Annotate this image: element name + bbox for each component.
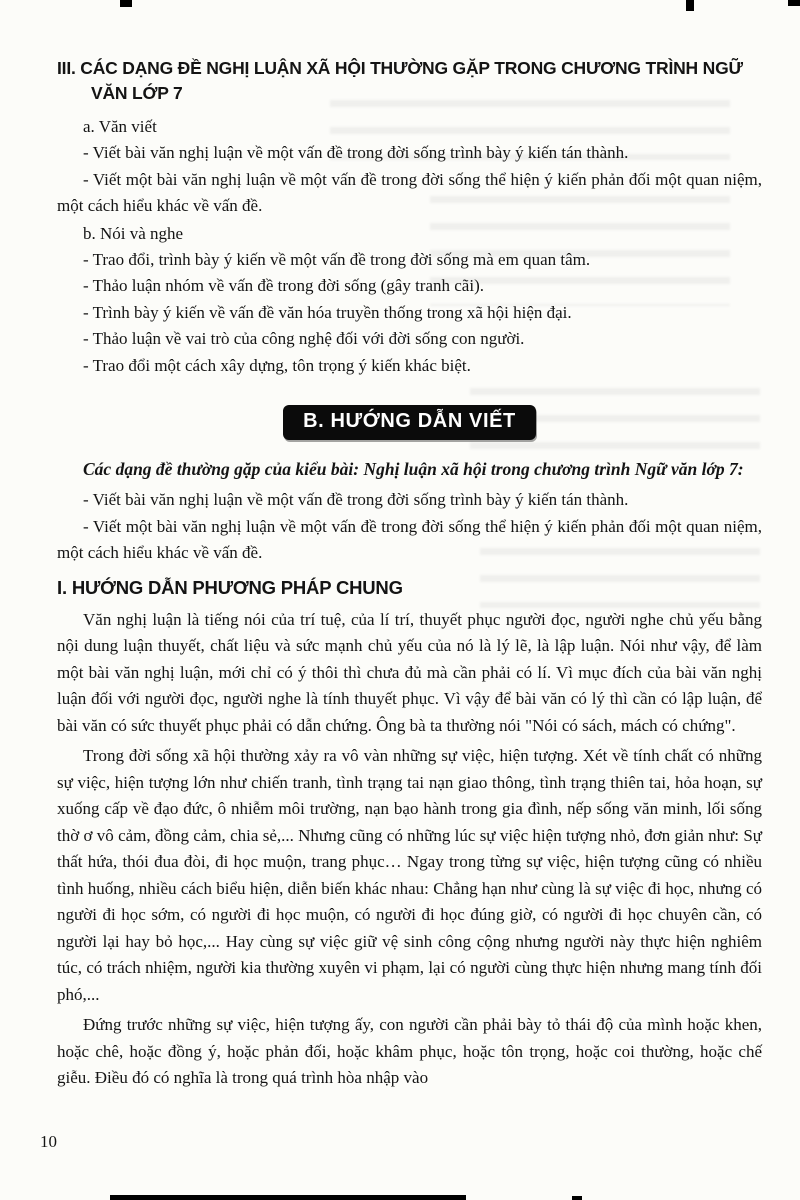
list-item: - Viết bài văn nghị luận về một vấn đề trong đời sống trình bày ý kiến tán thành. [83,490,629,509]
list-item: - Thảo luận về vai trò của công nghệ đối với đời sống con người. [83,329,525,348]
page-number: 10 [40,1132,57,1151]
section-i-heading: I. HƯỚNG DẪN PHƯƠNG PHÁP CHUNG [57,576,403,598]
list-item: - Viết một bài văn nghị luận về một vấn đề trong đời sống thể hiện ý kiến phản đối một quan niệm, một cách hiểu khác về vấn đề. [57,169,762,215]
intro-lead: Các dạng đề thường gặp của kiểu bài: Nghị luận xã hội trong chương trình Ngữ văn lớp 7: [83,459,744,479]
list-item: - Trao đổi một cách xây dựng, tôn trọng ý kiến khác biệt. [83,355,471,375]
list-item: - Viết bài văn nghị luận về một vấn đề trong đời sống trình bày ý kiến tán thành. [83,143,629,162]
body-paragraph: Văn nghị luận là tiếng nói của trí tuệ, của lí trí, thuyết phục người đọc, người nghe chủ yếu bằng nội dung luận thuyết, chất liệu và sức mạnh chủ yếu của nó là lý lẽ, là lập luận. Nói như vậy, để làm một bài văn nghị luận, mới chỉ có ý thôi thì chưa đủ mà cần phải có lí. Vì mục đích của bài văn nghị luận đối với người đọc, người nghe là tính thuyết phục. Vì vậy để bài văn có lý thì cần có lập luận, để bài văn có sức thuyết phục phải có dẫn chứng. Ông bà ta thường nói "Nói có sách, mách có chứng". [57,609,762,735]
scan-artifact [120,0,132,7]
scan-artifact [788,0,800,6]
list-item: - Thảo luận nhóm về vấn đề trong đời sống (gây tranh cãi). [83,276,484,295]
scan-artifact [572,1196,582,1200]
subsection-a-heading: a. Văn viết [83,117,157,136]
section-iii-heading: III. CÁC DẠNG ĐỀ NGHỊ LUẬN XÃ HỘI THƯỜNG GẶP TRONG CHƯƠNG TRÌNH NGỮ VĂN LỚP 7 [57,58,743,103]
body-paragraph: Trong đời sống xã hội thường xảy ra vô vàn những sự việc, hiện tượng. Xét về tính chất có những sự việc, hiện tượng lớn như chiến tranh, tình trạng tai nạn giao thông, tình trạng thiên tai, hỏa hoạn, sự xuống cấp về đạo đức, ô nhiễm môi trường, nạn bạo hành trong gia đình, nếp sống văn minh, lối sống thờ ơ vô cảm, đồng cảm, chia sẻ,... Nhưng cũng có những lúc sự việc hiện tượng nhỏ, đơn giản như: Sự thất hứa, thói đua đòi, đi học muộn, trang phục… Ngay trong từng sự việc, hiện tượng cũng có nhiều tình huống, nhiều cách biểu hiện, diễn biến khác nhau: Chẳng hạn như cùng là sự việc đi học, nhưng có người đi học sớm, có người đi học muộn, có người đi học đúng giờ, có người đi học chuyên cần, có người lại hay bỏ học,... Hay cùng sự việc giữ vệ sinh công cộng nhưng người này thực hiện nghiêm túc, có trách nhiệm, người kia thường xuyên vi phạm, lại có người cùng thực hiện nhưng mang tính đối phó,... [57,746,762,1004]
section-b-banner-wrap [57,405,762,440]
subsection-b-heading: b. Nói và nghe [83,223,184,243]
scan-artifact [110,1195,466,1200]
list-item: - Trình bày ý kiến về vấn đề văn hóa truyền thống trong xã hội hiện đại. [83,302,572,322]
list-item: - Trao đổi, trình bày ý kiến về một vấn đề trong đời sống mà em quan tâm. [83,249,591,269]
body-paragraph: Đứng trước những sự việc, hiện tượng ấy, con người cần phải bày tỏ thái độ của mình hoặc khen, hoặc chê, hoặc đồng ý, hoặc phản đối, hoặc khâm phục, hoặc tôn trọng, hoặc coi thường, hoặc chế giễu. Điều đó có nghĩa là trong quá trình hòa nhập vào [57,1015,762,1087]
page-content [57,56,762,1092]
scan-artifact [686,0,694,11]
list-item: - Viết một bài văn nghị luận về một vấn đề trong đời sống thể hiện ý kiến phản đối một quan niệm, một cách hiểu khác về vấn đề. [57,516,762,562]
section-b-banner: B. HƯỚNG DẪN VIẾT [283,405,536,440]
